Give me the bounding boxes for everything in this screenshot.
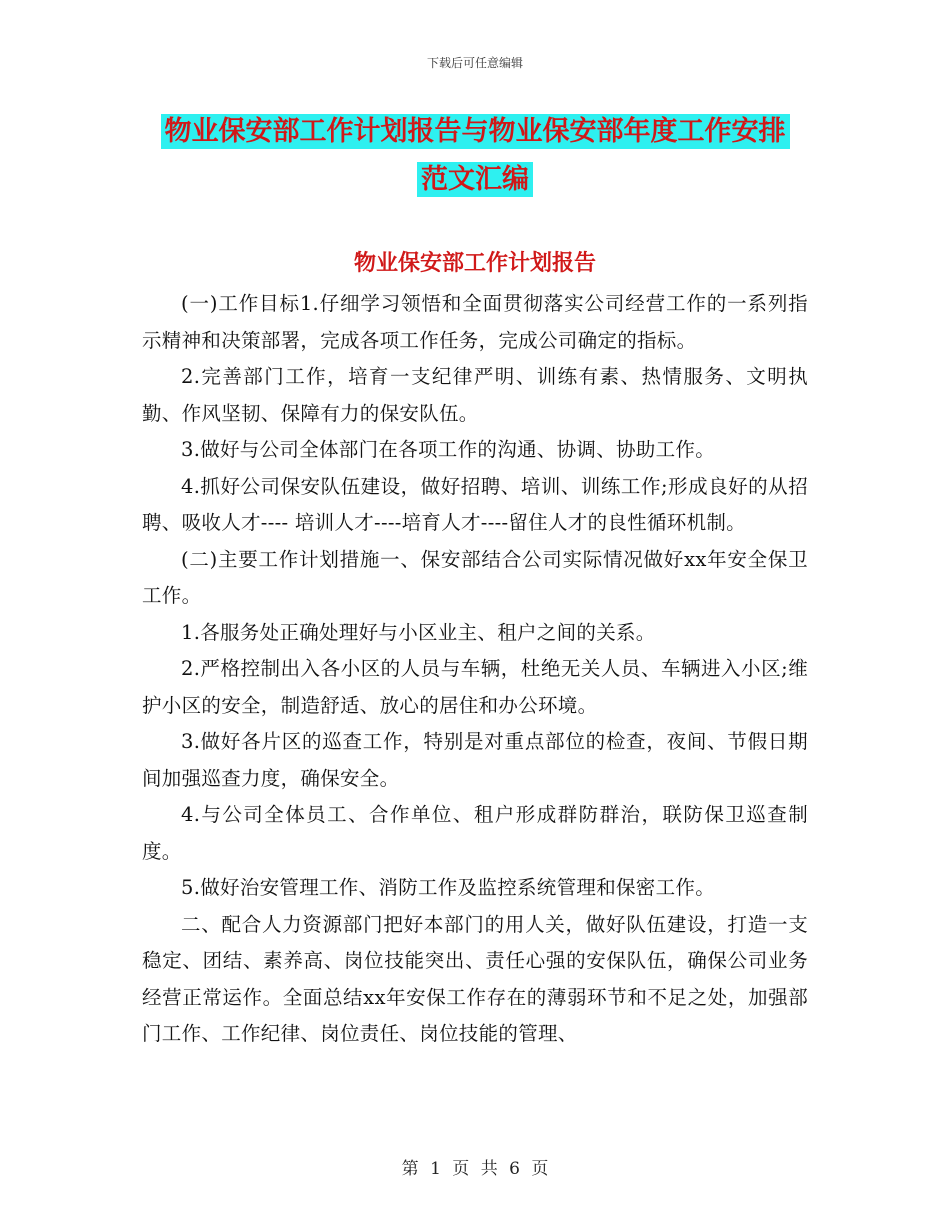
document-title-line-1: 物业保安部工作计划报告与物业保安部年度工作安排 [161,114,790,149]
paragraph: 2.完善部门工作，培育一支纪律严明、训练有素、热情服务、文明执勤、作风坚韧、保障有力的保安队伍。 [142,365,808,425]
paragraph: (二)主要工作计划措施一、保安部结合公司实际情况做好xx年安全保卫工作。 [142,547,808,607]
paragraph: 4.与公司全体员工、合作单位、租户形成群防群治，联防保卫巡查制度。 [142,803,808,863]
paragraph: 5.做好治安管理工作、消防工作及监控系统管理和保密工作。 [181,876,716,899]
paragraph: 1.各服务处正确处理好与小区业主、租户之间的关系。 [181,620,656,644]
document-title [0,108,950,204]
section-title: 物业保安部工作计划报告 [353,251,596,276]
paragraph: 3.做好各片区的巡查工作，特别是对重点部位的检查，夜间、节假日期间加强巡查力度，确保安全。 [142,730,808,790]
paragraph: (一)工作目标1.仔细学习领悟和全面贯彻落实公司经营工作的一系列指示精神和决策部署，完成各项工作任务，完成公司确定的指标。 [142,292,808,352]
document-title-line-2: 范文汇编 [417,162,533,197]
paragraph: 二、配合人力资源部门把好本部门的用人关，做好队伍建设，打造一支稳定、团结、素养高、岗位技能突出、责任心强的安保队伍，确保公司业务经营正常运作。全面总结xx年安保工作存在的薄弱环节和不足之处，加强部门工作、工作纪律、岗位责任、岗位技能的管理、 [142,912,808,1045]
body-text [142,286,808,1053]
paragraph: 3.做好与公司全体部门在各项工作的沟通、协调、协助工作。 [181,438,716,461]
header-note: 下载后可任意编辑 [426,56,523,70]
paragraph: 4.抓好公司保安队伍建设，做好招聘、培训、训练工作;形成良好的从招聘、吸收人才---- 培训人才----培育人才----留住人才的良性循环机制。 [142,474,808,534]
page-number: 第 1 页 共 6 页 [401,1159,549,1179]
paragraph: 2.严格控制出入各小区的人员与车辆，杜绝无关人员、车辆进入小区;维护小区的安全，制造舒适、放心的居住和办公环境。 [142,657,808,717]
